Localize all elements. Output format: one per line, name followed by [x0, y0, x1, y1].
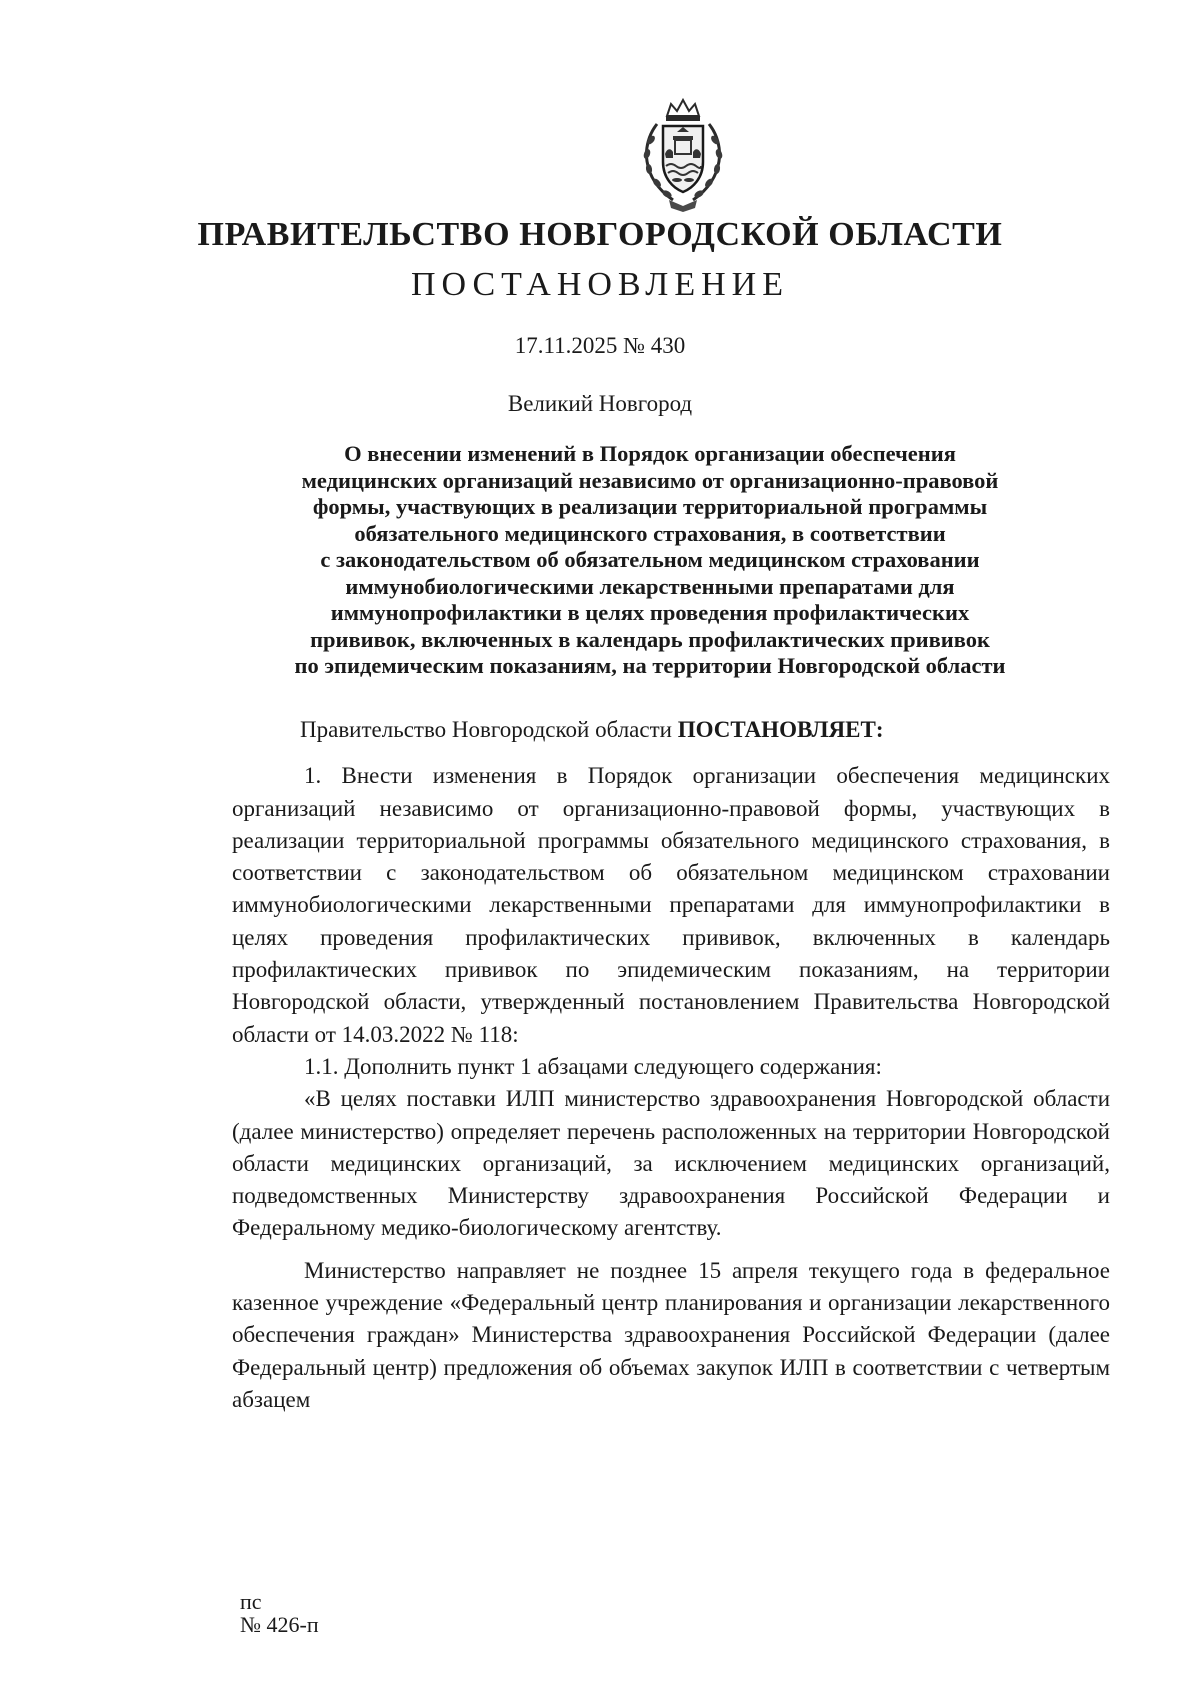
footer-initials: пс [240, 1589, 262, 1614]
paragraph-ministry: Министерство направляет не позднее 15 апреля текущего года в федеральное казенное учреждение «Федеральный центр планирования и организации лекарственного обеспечения граждан» Министерства здравоохранения Российской Федерации (далее Федеральный центр) предложения об объемах закупок ИЛП в соответствии с четвертым абзацем [232, 1257, 1110, 1412]
coat-of-arms-icon [633, 96, 733, 212]
document-type: ПОСТАНОВЛЕНИЕ [410, 266, 790, 303]
heading-line: иммунобиологическими лекарственными препаратами для [345, 573, 955, 599]
paragraph-item-1-1: 1.1. Дополнить пункт 1 абзацами следующего содержания: [304, 1053, 882, 1079]
heading-line: медицинских организаций независимо от организационно-правовой [301, 467, 999, 493]
footer-reference-number: № 426-п [240, 1612, 319, 1637]
heading-line: по эпидемическим показаниям, на территории Новгородской области [294, 653, 1006, 678]
resolution-intro [232, 714, 1110, 746]
document-body [232, 714, 1110, 1416]
document-footer-mark [240, 1590, 319, 1636]
heading-line: обязательного медицинского страхования, в соответствии [354, 520, 946, 546]
paragraph-item-1: 1. Внести изменения в Порядок организации обеспечения медицинских организаций независимо от организационно-правовой формы, участвующих в реализации территориальной программы обязательного медицинского страхования, в соответствии с законодательством об обязательном медицинском страховании иммунобиологическими лекарственными препаратами для иммунопрофилактики в целях проведения профилактических прививок, включенных в календарь профилактических прививок по эпидемическим показаниям, на территории Новгородской области, утвержденный постановлением Правительства Новгородской области от 14.03.2022 № 118: [232, 763, 1110, 1047]
document-heading [230, 441, 1070, 680]
heading-line: прививок, включенных в календарь профилактических прививок [310, 626, 990, 652]
document-date-number: 17.11.2025 № 430 [514, 333, 686, 358]
heading-line: с законодательством об обязательном медицинском страховании [320, 547, 980, 572]
government-title: ПРАВИТЕЛЬСТВО НОВГОРОДСКОЙ ОБЛАСТИ [197, 216, 1003, 253]
resolves-keyword: ПОСТАНОВЛЯЕТ: [677, 717, 884, 742]
heading-line: О внесении изменений в Порядок организации обеспечения [344, 441, 956, 466]
paragraph-quote: «В целях поставки ИЛП министерство здравоохранения Новгородской области (далее министерство) определяет перечень расположенных на территории Новгородской области медицинских организаций, за исключением медицинских организаций, подведомственных Министерству здравоохранения Российской Федерации и Федеральному медико-биологическому агентству. [232, 1086, 1110, 1241]
document-city: Великий Новгород [507, 391, 693, 416]
heading-line: формы, участвующих в реализации территориальной программы [312, 494, 988, 519]
heading-line: иммунопрофилактики в целях проведения профилактических [330, 600, 970, 625]
intro-text: Правительство Новгородской области [300, 717, 678, 742]
